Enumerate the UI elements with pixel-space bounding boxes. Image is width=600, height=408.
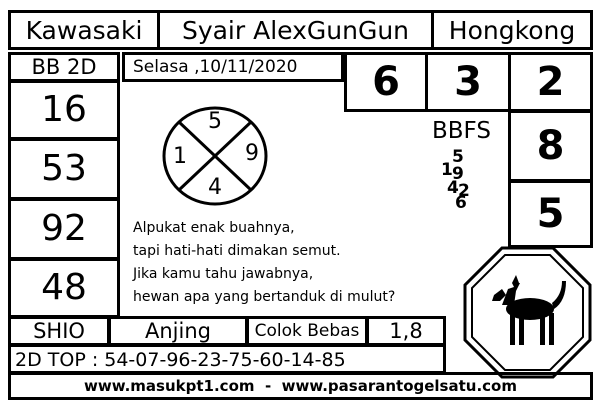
- footer-websites: www.masukpt1.com - www.pasarantogelsatu.com: [83, 376, 517, 395]
- top-2d-cell: [8, 344, 446, 374]
- market-left-label: Kawasaki: [25, 15, 143, 45]
- colok-bebas-value-cell: [366, 316, 446, 346]
- circle-digit-top: 5: [208, 109, 222, 134]
- riddle-line: tapi hati-hati dimakan semut.: [133, 243, 341, 259]
- result-digit: 3: [454, 59, 482, 105]
- bb2d-number: 53: [41, 148, 87, 189]
- title-cell: [157, 10, 434, 50]
- dog-icon: [462, 245, 593, 380]
- date-cell: [122, 52, 344, 82]
- shio-value: Anjing: [145, 318, 211, 343]
- result-digit: 2: [536, 59, 565, 105]
- side-cell: [508, 180, 593, 248]
- bbfs-digit: 6: [455, 193, 467, 213]
- bbfs-digit: 2: [458, 181, 470, 201]
- result-digit: 6: [372, 59, 400, 105]
- result-cell: [344, 52, 428, 112]
- bb2d-cell: [8, 80, 120, 140]
- market-left-cell: [8, 10, 160, 50]
- bbfs-label: BBFS: [432, 118, 491, 144]
- top-2d-label: 2D TOP : 54-07-96-23-75-60-14-85: [15, 349, 346, 371]
- bb2d-cell: [8, 198, 120, 260]
- riddle-line: Jika kamu tahu jawabnya,: [133, 266, 314, 282]
- result-cell: [425, 52, 511, 112]
- colok-bebas-label: Colok Bebas: [254, 320, 360, 341]
- side-digit: 8: [536, 123, 565, 169]
- page-title: Syair AlexGunGun: [181, 15, 410, 45]
- market-right-cell: [431, 10, 593, 50]
- colok-bebas-value: 1,8: [389, 318, 423, 343]
- bbfs-digit: 9: [452, 164, 464, 184]
- bb2d-label: BB 2D: [31, 54, 97, 79]
- circle-digit-bottom: 4: [208, 175, 222, 200]
- shio-label: SHIO: [33, 318, 85, 343]
- bb2d-cell: [8, 258, 120, 318]
- bb2d-cell: [8, 138, 120, 200]
- side-digit: 5: [536, 191, 565, 237]
- circle-digit-right: 9: [245, 141, 259, 166]
- riddle-line: Alpukat enak buahnya,: [133, 220, 295, 236]
- bb2d-number: 16: [41, 89, 87, 130]
- bb2d-header: [8, 52, 120, 82]
- date-label: Selasa ,10/11/2020: [133, 57, 298, 77]
- colok-bebas-label-cell: [246, 316, 368, 346]
- bbfs-digit: 5: [452, 147, 464, 167]
- result-cell: [508, 52, 593, 112]
- side-cell: [508, 110, 593, 182]
- shio-label-cell: [8, 316, 110, 346]
- riddle-line: hewan apa yang bertanduk di mulut?: [133, 289, 396, 305]
- bb2d-number: 92: [41, 208, 87, 249]
- bbfs-digit: 1: [441, 160, 453, 180]
- footer-cell: [8, 372, 593, 400]
- shio-value-cell: [108, 316, 248, 346]
- market-right-label: Hongkong: [448, 15, 576, 45]
- circle-digit-left: 1: [173, 144, 187, 169]
- bbfs-digit: 4: [447, 178, 459, 198]
- bb2d-number: 48: [41, 267, 87, 308]
